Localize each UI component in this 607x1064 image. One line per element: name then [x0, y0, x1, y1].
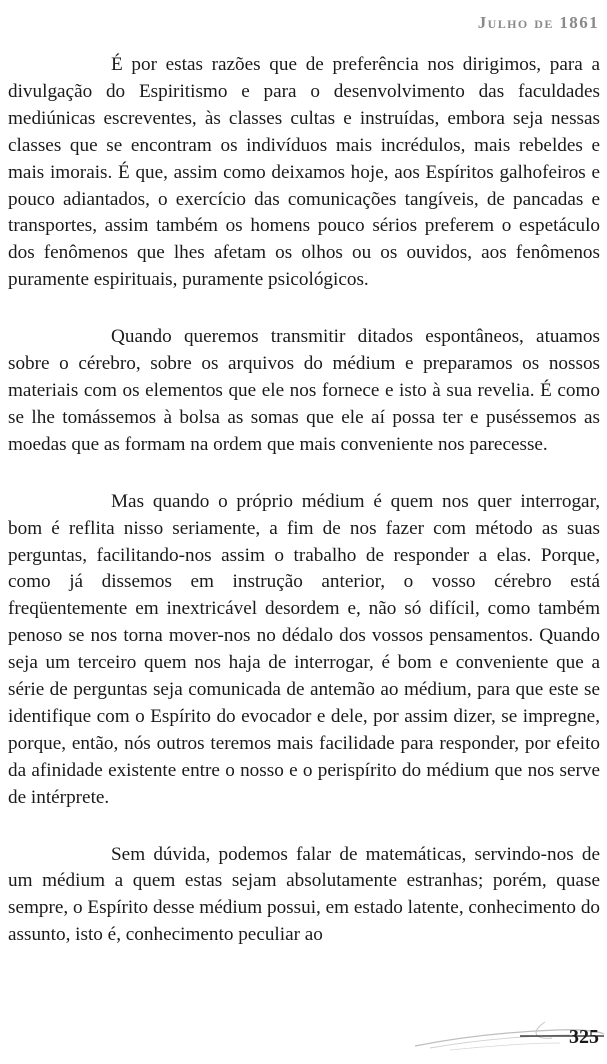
paragraph-2: Quando queremos transmitir ditados espontâneos, atuamos sobre o cérebro, sobre os arquivos do médium e preparamos os nossos materiais com os elementos que ele nos fornece e isto à sua revelia. É como se lhe tomássemos à bolsa as somas que ele aí possa ter e puséssemos as moedas que as formam na ordem que mais conveniente nos parecesse. — [8, 326, 600, 455]
paragraph-1: É por estas razões que de preferência nos dirigimos, para a divulgação do Espiritismo e para o desenvolvimento das faculdades mediúnicas escreventes, às classes cultas e instruídas, embora seja nessas classes que se encontram os indivíduos mais incrédulos, mais rebeldes e mais imorais. É que, assim como deixamos hoje, aos Espíritos galhofeiros e pouco adiantados, o exercício das comunicações tangíveis, de pancadas e transportes, assim também os homens pouco sérios preferem o espetáculo dos fenômenos que lhes afetam os olhos ou os ouvidos, aos fenômenos puramente espirituais, puramente psicológicos. — [8, 54, 600, 291]
paragraph-3: Mas quando o próprio médium é quem nos quer interrogar, bom é reflita nisso seriamente, a fim de nos fazer com método as suas perguntas, facilitando-nos assim o trabalho de responder a elas. Porque, como já dissemos em instrução anterior, o vosso cérebro está freqüentemente em inextricável desordem e, não só difícil, como também penoso se nos torna mover-nos no dédalo dos vossos pensamentos. Quando seja um terceiro quem nos haja de interrogar, é bom e conveniente que a série de perguntas seja comunicada de antemão ao médium, para que este se identifique com o Espírito do evocador e dele, por assim dizer, se impregne, porque, então, nós outros teremos mais facilidade para responder, por efeito da afinidade existente entre o nosso e o perispírito do médium que nos serve de intérprete. — [8, 490, 600, 808]
paragraph-4: Sem dúvida, podemos falar de matemáticas, servindo-nos de um médium a quem estas sejam absolutamente estranhas; porém, quase sempre, o Espírito desse médium possui, em estado latente, conhecimento do assunto, isto é, conhecimento peculiar ao — [8, 843, 601, 946]
page-number: 325 — [569, 1026, 599, 1048]
text-body — [8, 52, 600, 949]
page-footer — [0, 1010, 607, 1064]
swash-ornament-icon — [0, 1010, 607, 1064]
running-header: Julho de 1861 — [477, 13, 599, 32]
